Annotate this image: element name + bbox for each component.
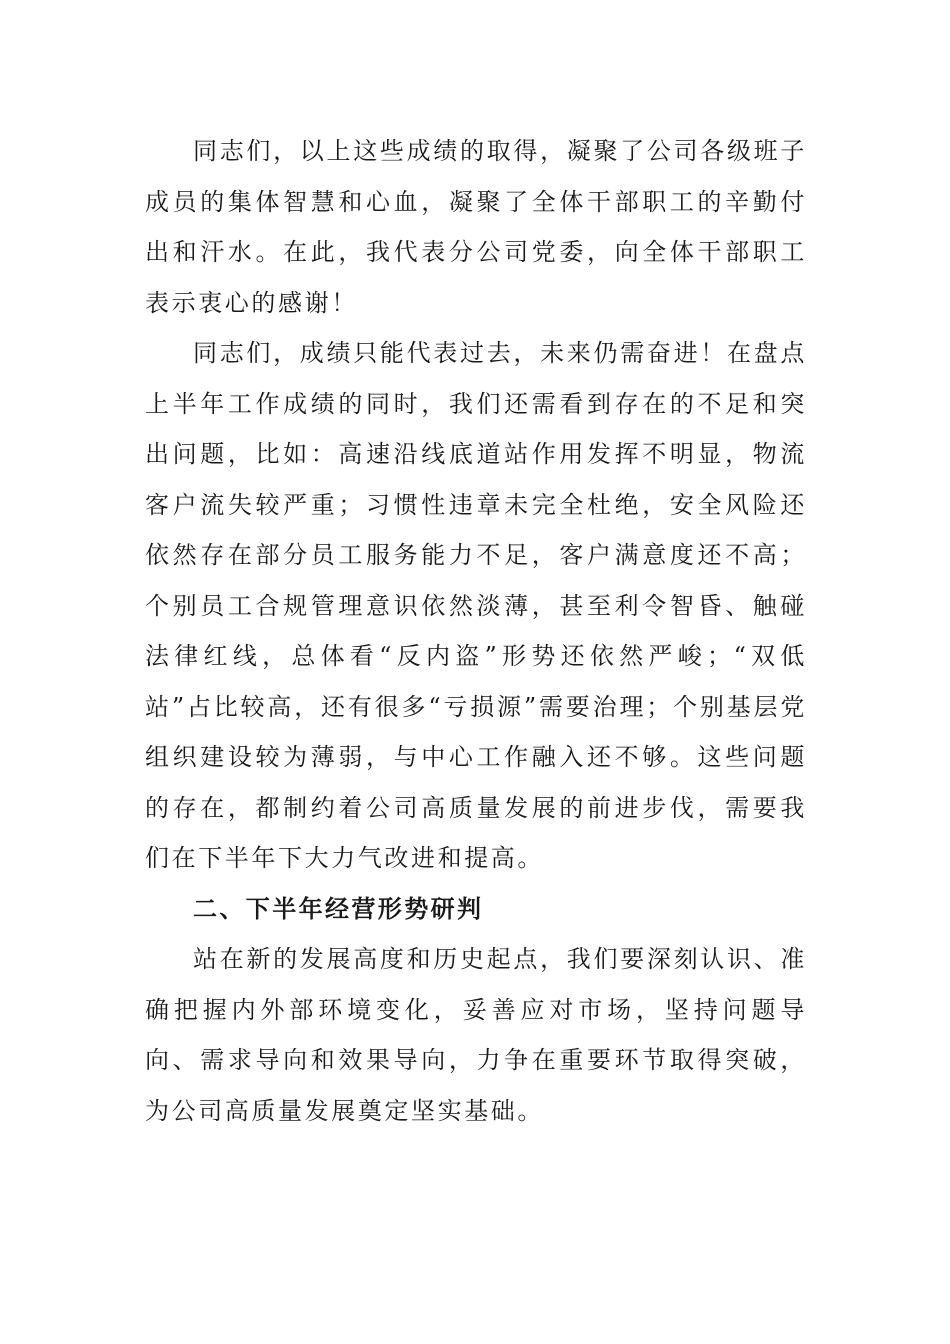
paragraph-outlook: 站在新的发展高度和历史起点，我们要深刻认识、准确把握内外部环境变化，妥善应对市场，坚持问题导向、需求导向和效果导向，力争在重要环节取得突破，为公司高质量发展奠定坚实基础。 (145, 945, 807, 1125)
paragraph-gratitude: 同志们，以上这些成绩的取得，凝聚了公司各级班子成员的集体智慧和心血，凝聚了全体干部职工的辛勤付出和汗水。在此，我代表分公司党委，向全体干部职工表示衷心的感谢！ (145, 137, 807, 317)
section-heading: 二、下半年经营形势研判 (193, 894, 484, 923)
paragraph-problems: 同志们，成绩只能代表过去，未来仍需奋进！在盘点上半年工作成绩的同时，我们还需看到存在的不足和突出问题，比如：高速沿线底道站作用发挥不明显，物流客户流失较严重；习惯性违章未完全杜绝，安全风险还依然存在部分员工服务能力不足，客户满意度还不高；个别员工合规管理意识依然淡薄，甚至利令智昏、触碰法律红线，总体看“反内盗”形势还依然严峻；“双低站”占比较高，还有很多“亏损源”需要治理；个别基层党组织建设较为薄弱，与中心工作融入还不够。这些问题的存在，都制约着公司高质量发展的前进步伐，需要我们在下半年下大力气改进和提高。 (145, 339, 807, 872)
document-page (145, 126, 807, 1136)
